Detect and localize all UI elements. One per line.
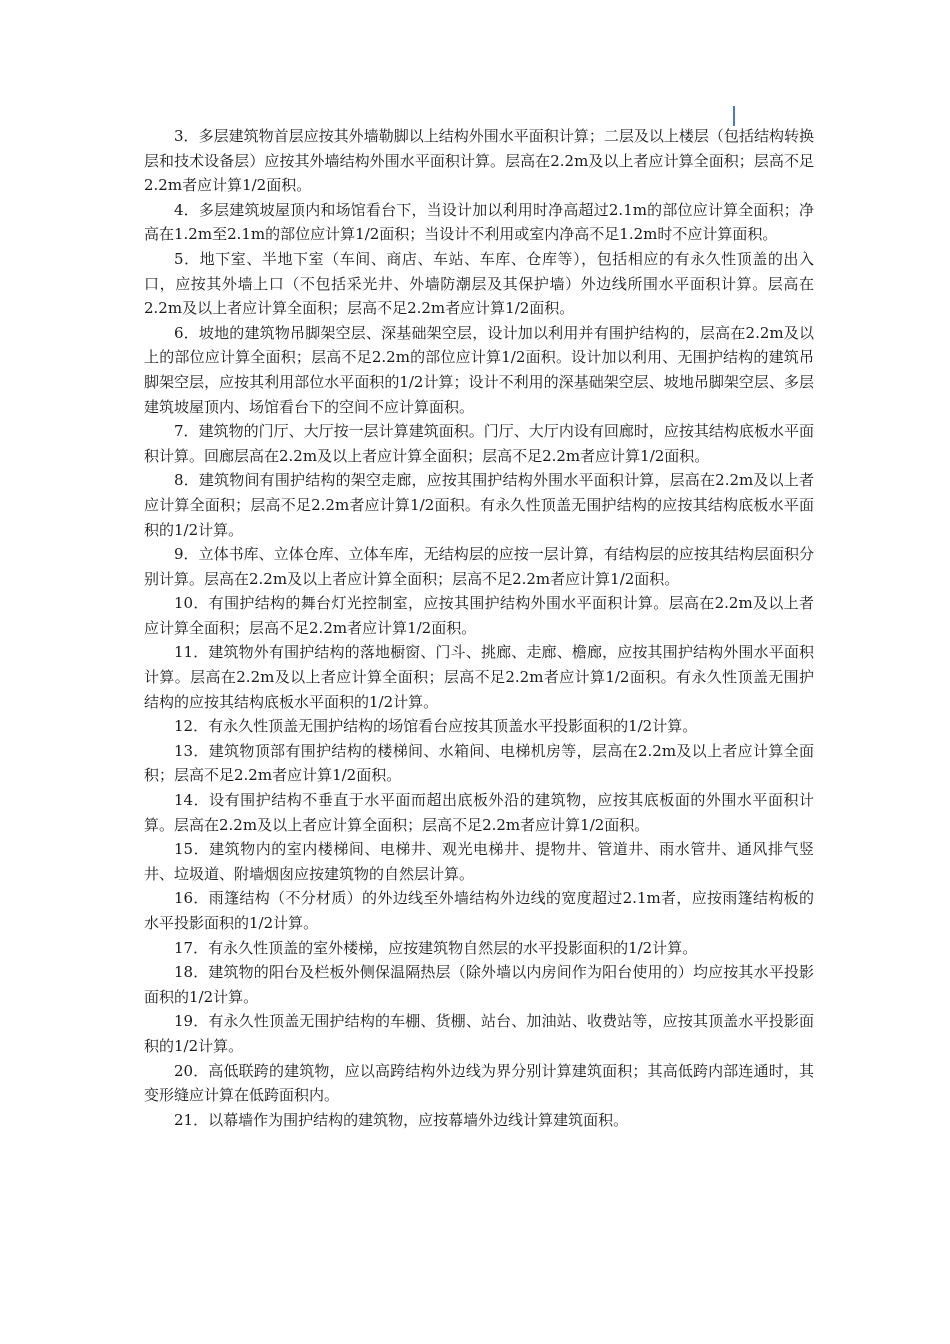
paragraph-9: 9．立体书库、立体仓库、立体车库，无结构层的应按一层计算，有结构层的应按其结构层面积分别计算。层高在2.2m及以上者应计算全面积；层高不足2.2m者应计算1/2面积。 — [144, 545, 814, 588]
paragraph-19: 19．有永久性顶盖无围护结构的车棚、货棚、站台、加油站、收费站等，应按其顶盖水平投影面积的1/2计算。 — [144, 1012, 814, 1055]
document-body — [144, 124, 814, 1132]
paragraph-17: 17．有永久性顶盖的室外楼梯，应按建筑物自然层的水平投影面积的1/2计算。 — [174, 938, 698, 957]
paragraph-10: 10．有围护结构的舞台灯光控制室，应按其围护结构外围水平面积计算。层高在2.2m及以上者应计算全面积；层高不足2.2m者应计算1/2面积。 — [144, 594, 814, 637]
paragraph-16: 16．雨篷结构（不分材质）的外边线至外墙结构外边线的宽度超过2.1m者，应按雨篷结构板的水平投影面积的1/2计算。 — [144, 889, 814, 932]
paragraph-20: 20．高低联跨的建筑物，应以高跨结构外边线为界分别计算建筑面积；其高低跨内部连通时，其变形缝应计算在低跨面积内。 — [144, 1061, 814, 1105]
paragraph-15: 15．建筑物内的室内楼梯间、电梯井、观光电梯井、提物井、管道井、雨水管井、通风排气竖井、垃圾道、附墙烟囱应按建筑物的自然层计算。 — [144, 840, 814, 883]
paragraph-18: 18．建筑物的阳台及栏板外侧保温隔热层（除外墙以内房间作为阳台使用的）均应按其水平投影面积的1/2计算。 — [144, 963, 814, 1006]
paragraph-11: 11．建筑物外有围护结构的落地橱窗、门斗、挑廊、走廊、檐廊，应按其围护结构外围水平面积计算。层高在2.2m及以上者应计算全面积；层高不足2.2m者应计算1/2面积。有永久性顶盖无围护结构的应按其结构底板水平面积的1/2计算。 — [144, 643, 814, 711]
text-cursor — [733, 106, 735, 126]
paragraph-7: 7．建筑物的门厅、大厅按一层计算建筑面积。门厅、大厅内设有回廊时，应按其结构底板水平面积计算。回廊层高在2.2m及以上者应计算全面积；层高不足2.2m者应计算1/2面积。 — [144, 422, 814, 465]
paragraph-21: 21．以幕墙作为围护结构的建筑物，应按幕墙外边线计算建筑面积。 — [174, 1110, 629, 1129]
paragraph-12: 12．有永久性顶盖无围护结构的场馆看台应按其顶盖水平投影面积的1/2计算。 — [174, 717, 698, 736]
paragraph-14: 14．设有围护结构不垂直于水平面而超出底板外沿的建筑物，应按其底板面的外围水平面积计算。层高在2.2m及以上者应计算全面积；层高不足2.2m者应计算1/2面积。 — [144, 791, 814, 834]
paragraph-8: 8．建筑物间有围护结构的架空走廊，应按其围护结构外围水平面积计算，层高在2.2m及以上者应计算全面积；层高不足2.2m者应计算1/2面积。有永久性顶盖无围护结构的应按其结构底板水平面积的1/2计算。 — [144, 471, 814, 539]
paragraph-3: 3．多层建筑物首层应按其外墙勒脚以上结构外围水平面积计算；二层及以上楼层（包括结构转换层和技术设备层）应按其外墙结构外围水平面积计算。层高在2.2m及以上者应计算全面积；层高不足2.2m者应计算1/2面积。 — [144, 127, 814, 195]
paragraph-4: 4．多层建筑坡屋顶内和场馆看台下，当设计加以利用时净高超过2.1m的部位应计算全面积；净高在1.2m至2.1m的部位应计算1/2面积；当设计不利用或室内净高不足1.2m时不应计算面积。 — [144, 200, 814, 244]
paragraph-6: 6．坡地的建筑物吊脚架空层、深基础架空层，设计加以利用并有围护结构的，层高在2.2m及以上的部位应计算全面积；层高不足2.2m的部位应计算1/2面积。设计加以利用、无围护结构的建筑吊脚架空层，应按其利用部位水平面积的1/2计算；设计不利用的深基础架空层、坡地吊脚架空层、多层建筑坡屋顶内、场馆看台下的空间不应计算面积。 — [144, 323, 814, 416]
paragraph-13: 13．建筑物顶部有围护结构的楼梯间、水箱间、电梯机房等，层高在2.2m及以上者应计算全面积；层高不足2.2m者应计算1/2面积。 — [144, 741, 814, 785]
paragraph-5: 5．地下室、半地下室（车间、商店、车站、车库、仓库等），包括相应的有永久性顶盖的出入口，应按其外墙上口（不包括采光井、外墙防潮层及其保护墙）外边线所围水平面积计算。层高在2.2m及以上者应计算全面积；层高不足2.2m者应计算1/2面积。 — [144, 249, 814, 318]
